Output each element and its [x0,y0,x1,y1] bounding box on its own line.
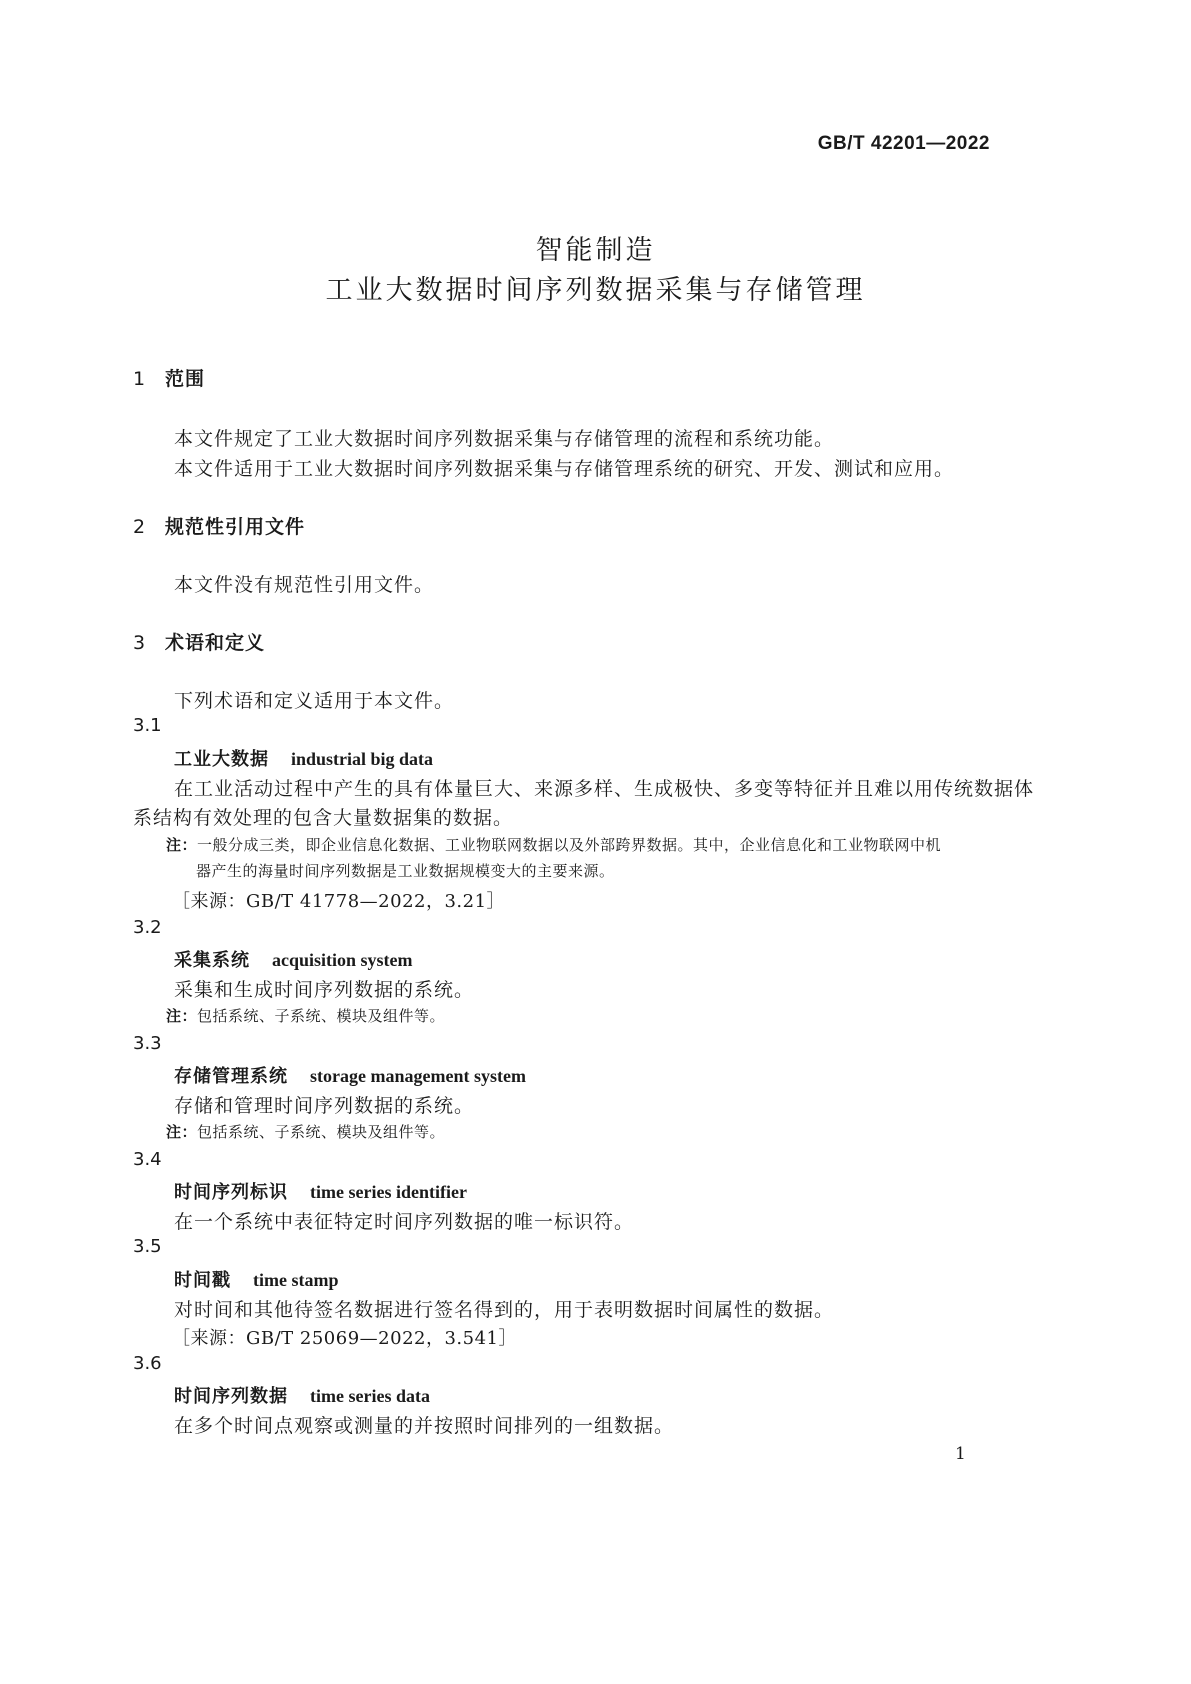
term-heading [174,946,413,972]
term-heading [174,1062,526,1088]
term-heading [174,745,433,771]
term-number: 3.2 [133,917,162,938]
term-number: 3.3 [133,1033,162,1054]
term-note [166,1005,445,1026]
paragraph: 下列术语和定义适用于本文件。 [174,690,455,712]
term-zh: 时间序列标识 [174,1182,288,1203]
term-definition: 系结构有效处理的包含大量数据集的数据。 [133,807,514,829]
term-zh: 时间序列数据 [174,1386,288,1407]
term-number: 3.1 [133,715,162,736]
section-number: 2 [133,516,147,538]
term-definition: 存储和管理时间序列数据的系统。 [174,1095,475,1117]
note-text: 包括系统、子系统、模块及组件等。 [197,1123,446,1141]
note-text: 一般分成三类，即企业信息化数据、工业物联网数据以及外部跨界数据。其中，企业信息化和工业物联网中机 [197,836,942,854]
term-zh: 采集系统 [174,950,250,971]
section-3-heading [133,628,265,655]
section-title: 术语和定义 [165,632,266,654]
paragraph: 本文件规定了工业大数据时间序列数据采集与存储管理的流程和系统功能。 [174,428,835,450]
term-zh: 时间戳 [174,1270,231,1291]
term-note: 器产生的海量时间序列数据是工业数据规模变大的主要来源。 [196,862,615,880]
term-heading [174,1266,338,1292]
title-line-2: 工业大数据时间序列数据采集与存储管理 [325,275,866,306]
term-zh: 存储管理系统 [174,1066,288,1087]
standard-number: GB/T 42201—2022 [817,133,990,154]
term-source: ［来源：GB/T 25069—2022，3.541］ [172,1328,517,1349]
term-note [166,1121,445,1142]
term-definition: 在多个时间点观察或测量的并按照时间排列的一组数据。 [174,1415,675,1437]
note-label: 注： [166,1007,198,1025]
term-definition: 采集和生成时间序列数据的系统。 [174,979,475,1001]
section-number: 1 [133,368,147,390]
term-heading [174,1382,430,1408]
title-line-1: 智能制造 [535,235,656,266]
term-number: 3.5 [133,1236,162,1257]
term-number: 3.4 [133,1149,162,1170]
note-label: 注： [166,1123,198,1141]
term-definition: 在工业活动过程中产生的具有体量巨大、来源多样、生成极快、多变等特征并且难以用传统数据体 [174,778,1035,800]
note-label: 注： [166,836,198,854]
term-definition: 对时间和其他待签名数据进行签名得到的，用于表明数据时间属性的数据。 [174,1299,835,1321]
section-number: 3 [133,632,147,654]
term-note [166,834,941,855]
section-2-heading [133,512,305,539]
section-title: 规范性引用文件 [165,516,306,538]
term-en: time stamp [253,1270,339,1290]
term-source: ［来源：GB/T 41778—2022，3.21］ [172,891,506,912]
term-en: acquisition system [272,950,413,970]
page-number: 1 [955,1444,966,1464]
term-number: 3.6 [133,1353,162,1374]
note-text: 包括系统、子系统、模块及组件等。 [197,1007,446,1025]
paragraph: 本文件没有规范性引用文件。 [174,574,435,596]
term-heading [174,1178,467,1204]
term-en: time series data [310,1386,430,1406]
section-1-heading [133,364,205,391]
term-zh: 工业大数据 [174,749,269,770]
term-en: industrial big data [291,749,434,769]
section-title: 范围 [165,368,206,390]
term-en: time series identifier [310,1182,467,1202]
term-en: storage management system [310,1066,526,1086]
paragraph: 本文件适用于工业大数据时间序列数据采集与存储管理系统的研究、开发、测试和应用。 [174,458,955,480]
term-definition: 在一个系统中表征特定时间序列数据的唯一标识符。 [174,1211,635,1233]
